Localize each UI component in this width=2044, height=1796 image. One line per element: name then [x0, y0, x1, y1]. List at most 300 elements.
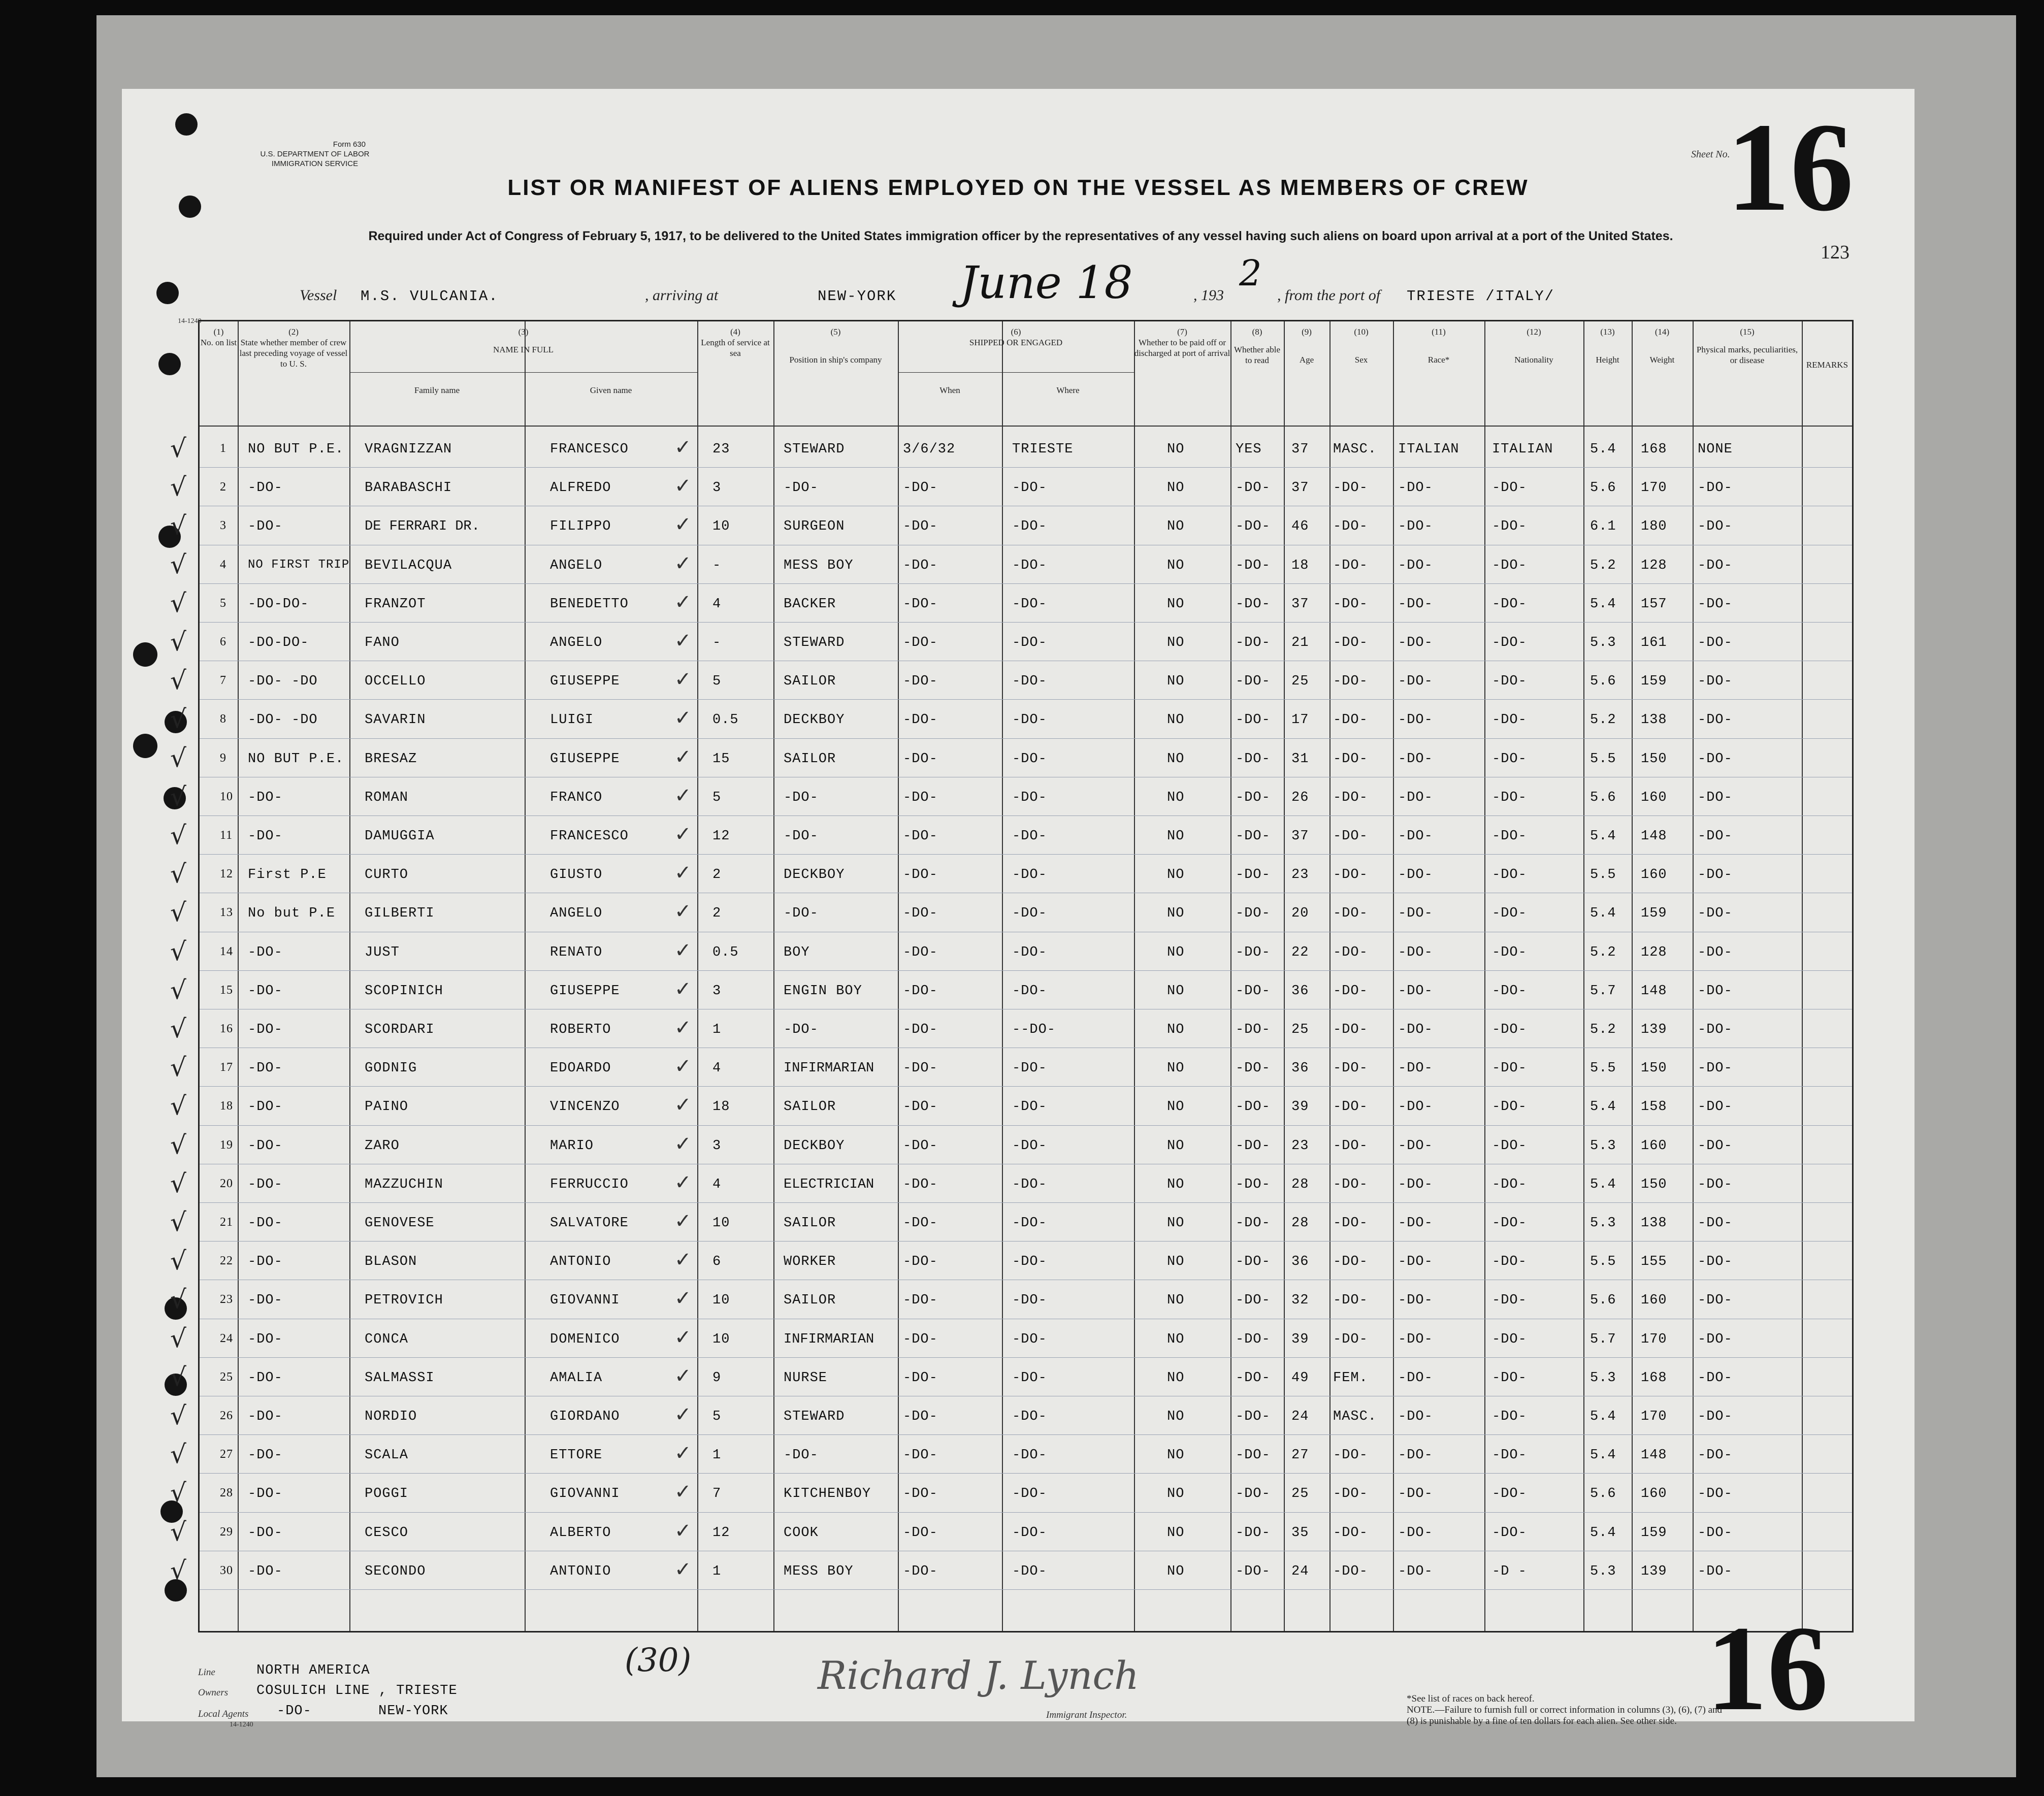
- cell-nat: ITALIAN: [1492, 442, 1553, 457]
- cell-service: 4: [712, 1177, 722, 1192]
- cell-given: ANTONIO: [550, 1254, 611, 1270]
- cell-no: 16: [220, 1022, 233, 1035]
- cell-nat: -DO-: [1492, 751, 1527, 767]
- cell-prev: NO BUT P.E.: [248, 751, 344, 767]
- row-rule: [200, 1357, 1852, 1358]
- cell-paid: NO: [1167, 1563, 1185, 1579]
- cell-paid: NO: [1167, 1061, 1185, 1076]
- cell-prev: -DO-: [248, 829, 283, 844]
- cell-position: NURSE: [784, 1370, 828, 1386]
- cell-given: DOMENICO: [550, 1331, 620, 1347]
- cell-height: 5.3: [1590, 635, 1616, 650]
- cell-marks: -DO-: [1698, 1216, 1733, 1231]
- checkmark-icon: √: [170, 1401, 186, 1430]
- cell-weight: 139: [1641, 1563, 1667, 1579]
- cell-sex: -DO-: [1333, 1254, 1368, 1270]
- cell-prev: -DO- -DO: [248, 674, 318, 690]
- cell-where: --DO-: [1012, 1022, 1056, 1037]
- cell-family: GILBERTI: [365, 906, 435, 922]
- cell-given: ANGELO: [550, 635, 603, 650]
- cell-marks: -DO-: [1698, 596, 1733, 612]
- cell-position: -DO-: [784, 906, 819, 922]
- cell-read: -DO-: [1236, 674, 1271, 690]
- cell-height: 5.7: [1590, 1331, 1616, 1347]
- cell-prev: -DO-: [248, 983, 283, 999]
- cell-position: BACKER: [784, 596, 836, 612]
- cell-race: -DO-: [1398, 674, 1433, 690]
- header-when: When: [939, 385, 960, 395]
- cell-no: 19: [220, 1138, 233, 1152]
- cell-race: -DO-: [1398, 1370, 1433, 1386]
- cell-sex: -DO-: [1333, 1061, 1368, 1076]
- cell-family: CONCA: [365, 1331, 409, 1347]
- cell-height: 5.5: [1590, 867, 1616, 883]
- cell-sex: -DO-: [1333, 1563, 1368, 1579]
- cell-position: DECKBOY: [784, 867, 845, 883]
- cell-height: 5.4: [1590, 442, 1616, 457]
- col-number: (15): [1740, 327, 1755, 337]
- cell-height: 5.4: [1590, 1525, 1616, 1541]
- cell-age: 31: [1291, 751, 1309, 767]
- cell-service: 15: [712, 751, 730, 767]
- cell-race: -DO-: [1398, 558, 1433, 573]
- cell-height: 5.4: [1590, 1177, 1616, 1192]
- tick-mark-icon: ✓: [674, 706, 692, 730]
- cell-prev: -DO-: [248, 1370, 283, 1386]
- header-col11: [1393, 326, 1484, 365]
- cell-where: TRIESTE: [1012, 442, 1074, 457]
- cell-weight: 160: [1641, 1486, 1667, 1502]
- cell-marks: -DO-: [1698, 1138, 1733, 1154]
- cell-read: -DO-: [1236, 867, 1271, 883]
- cell-when: -DO-: [903, 829, 938, 844]
- col-label: Weight: [1649, 355, 1675, 365]
- cell-age: 26: [1291, 790, 1309, 805]
- cell-no: 20: [220, 1177, 233, 1190]
- cell-sex: -DO-: [1333, 1293, 1368, 1309]
- col-label: Race*: [1427, 355, 1450, 365]
- cell-no: 29: [220, 1525, 233, 1539]
- cell-nat: -DO-: [1492, 1138, 1527, 1154]
- cell-read: -DO-: [1236, 1177, 1271, 1192]
- cell-where: -DO-: [1012, 829, 1047, 844]
- cell-weight: 160: [1641, 790, 1667, 805]
- cell-position: SAILOR: [784, 1216, 836, 1231]
- cell-given: FRANCO: [550, 790, 603, 805]
- cell-service: 2: [712, 867, 722, 883]
- cell-age: 37: [1291, 596, 1309, 612]
- cell-marks: -DO-: [1698, 519, 1733, 535]
- cell-weight: 150: [1641, 751, 1667, 767]
- cell-given: RENATO: [550, 944, 603, 960]
- cell-height: 5.4: [1590, 1448, 1616, 1463]
- cell-race: -DO-: [1398, 983, 1433, 999]
- checkmark-icon: √: [170, 781, 186, 811]
- cell-paid: NO: [1167, 1486, 1185, 1502]
- cell-sex: -DO-: [1333, 1022, 1368, 1037]
- cell-position: INFIRMARIAN: [784, 1061, 874, 1076]
- cell-race: -DO-: [1398, 1061, 1433, 1076]
- cell-weight: 148: [1641, 983, 1667, 999]
- cell-race: -DO-: [1398, 1099, 1433, 1115]
- inspector-signature: Richard J. Lynch: [818, 1653, 1139, 1698]
- tick-mark-icon: ✓: [674, 474, 692, 498]
- cell-prev: -DO-: [248, 944, 283, 960]
- cell-nat: -DO-: [1492, 1177, 1527, 1192]
- cell-nat: -DO-: [1492, 1525, 1527, 1541]
- cell-height: 5.6: [1590, 1293, 1616, 1309]
- cell-read: -DO-: [1236, 1022, 1271, 1037]
- tick-mark-icon: ✓: [674, 590, 692, 614]
- cell-family: ROMAN: [365, 790, 409, 805]
- cell-sex: -DO-: [1333, 596, 1368, 612]
- row-rule: [200, 1512, 1852, 1513]
- cell-weight: 168: [1641, 1370, 1667, 1386]
- cell-paid: NO: [1167, 712, 1185, 728]
- cell-sex: -DO-: [1333, 1177, 1368, 1192]
- cell-when: -DO-: [903, 1216, 938, 1231]
- checkmark-icon: √: [170, 511, 186, 541]
- cell-paid: NO: [1167, 983, 1185, 999]
- page-title: LIST OR MANIFEST OF ALIENS EMPLOYED ON THE VESSEL AS MEMBERS OF CREW: [507, 175, 1529, 200]
- cell-when: 3/6/32: [903, 442, 956, 457]
- punch-hole: [133, 734, 157, 758]
- cell-prev: -DO-: [248, 1486, 283, 1502]
- cell-where: -DO-: [1012, 1216, 1047, 1231]
- cell-position: DECKBOY: [784, 1138, 845, 1154]
- cell-prev: -DO-: [248, 1331, 283, 1347]
- cell-race: -DO-: [1398, 1177, 1433, 1192]
- cell-read: -DO-: [1236, 712, 1271, 728]
- cell-weight: 158: [1641, 1099, 1667, 1115]
- cell-where: -DO-: [1012, 1138, 1047, 1154]
- cell-family: OCCELLO: [365, 674, 426, 690]
- cell-family: SCORDARI: [365, 1022, 435, 1037]
- cell-position: STEWARD: [784, 635, 845, 650]
- cell-position: STEWARD: [784, 442, 845, 457]
- cell-prev: -DO-: [248, 1563, 283, 1579]
- row-rule: [200, 854, 1852, 855]
- cell-when: -DO-: [903, 1254, 938, 1270]
- cell-prev: -DO-: [248, 1448, 283, 1463]
- cell-paid: NO: [1167, 1525, 1185, 1541]
- cell-where: -DO-: [1012, 906, 1047, 922]
- cell-given: GIORDANO: [550, 1409, 620, 1424]
- cell-age: 25: [1291, 674, 1309, 690]
- cell-height: 5.2: [1590, 558, 1616, 573]
- cell-no: 24: [220, 1331, 233, 1345]
- tick-mark-icon: ✓: [674, 1557, 692, 1581]
- cell-nat: -DO-: [1492, 1293, 1527, 1309]
- cell-weight: 160: [1641, 1138, 1667, 1154]
- cell-race: -DO-: [1398, 944, 1433, 960]
- cell-nat: -DO-: [1492, 674, 1527, 690]
- cell-where: -DO-: [1012, 1293, 1047, 1309]
- cell-sex: -DO-: [1333, 1216, 1368, 1231]
- cell-marks: -DO-: [1698, 1448, 1733, 1463]
- col-label: NAME IN FULL: [493, 345, 554, 354]
- checkmark-icon: √: [170, 1246, 186, 1276]
- col-number: (8): [1252, 327, 1262, 337]
- tick-mark-icon: ✓: [674, 1519, 692, 1543]
- cell-position: MESS BOY: [784, 1563, 854, 1579]
- cell-weight: 157: [1641, 596, 1667, 612]
- tick-mark-icon: ✓: [674, 1132, 692, 1156]
- cell-when: -DO-: [903, 790, 938, 805]
- cell-sex: -DO-: [1333, 1486, 1368, 1502]
- cell-no: 1: [220, 442, 226, 455]
- cell-service: 3: [712, 1138, 722, 1154]
- cell-paid: NO: [1167, 1409, 1185, 1424]
- cell-read: -DO-: [1236, 983, 1271, 999]
- cell-height: 5.4: [1590, 596, 1616, 612]
- cell-given: FERRUCCIO: [550, 1177, 629, 1192]
- cell-where: -DO-: [1012, 1486, 1047, 1502]
- cell-where: -DO-: [1012, 751, 1047, 767]
- cell-prev: No but P.E: [248, 906, 336, 922]
- cell-prev: -DO-: [248, 1254, 283, 1270]
- cell-marks: -DO-: [1698, 635, 1733, 650]
- tick-mark-icon: ✓: [674, 783, 692, 807]
- cell-race: -DO-: [1398, 712, 1433, 728]
- row-rule: [200, 1125, 1852, 1126]
- cell-service: 5: [712, 790, 722, 805]
- cell-marks: -DO-: [1698, 867, 1733, 883]
- cell-no: 5: [220, 596, 226, 610]
- cell-age: 37: [1291, 829, 1309, 844]
- cell-position: COOK: [784, 1525, 819, 1541]
- tick-mark-icon: ✓: [674, 1016, 692, 1039]
- year-suffix: 2: [1239, 252, 1262, 294]
- tick-mark-icon: ✓: [674, 1442, 692, 1465]
- year-prefix: , 193: [1193, 287, 1224, 304]
- checkmark-icon: √: [170, 743, 186, 773]
- cell-service: 1: [712, 1563, 722, 1579]
- header-given-name: Given name: [590, 385, 632, 395]
- cell-family: POGGI: [365, 1486, 409, 1502]
- cell-marks: -DO-: [1698, 1061, 1733, 1076]
- cell-paid: NO: [1167, 1138, 1185, 1154]
- cell-family: DE FERRARI DR.: [365, 519, 480, 535]
- code-top: 14-1240: [178, 317, 202, 325]
- row-rule: [200, 1473, 1852, 1474]
- col-number: (1): [213, 327, 224, 337]
- tick-mark-icon: ✓: [674, 861, 692, 885]
- cell-age: 20: [1291, 906, 1309, 922]
- cell-height: 5.4: [1590, 829, 1616, 844]
- cell-sex: MASC.: [1333, 442, 1377, 457]
- cell-service: -: [712, 635, 722, 650]
- line-label: Line: [198, 1667, 215, 1678]
- cell-read: -DO-: [1236, 1254, 1271, 1270]
- cell-position: MESS BOY: [784, 558, 854, 573]
- tick-mark-icon: ✓: [674, 900, 692, 924]
- cell-read: -DO-: [1236, 1525, 1271, 1541]
- cell-service: 4: [712, 1061, 722, 1076]
- cell-family: FRANZOT: [365, 596, 426, 612]
- cell-sex: -DO-: [1333, 829, 1368, 844]
- cell-service: 0.5: [712, 944, 739, 960]
- cell-where: -DO-: [1012, 674, 1047, 690]
- cell-read: -DO-: [1236, 1563, 1271, 1579]
- cell-read: -DO-: [1236, 1409, 1271, 1424]
- cell-nat: -DO-: [1492, 790, 1527, 805]
- cell-position: STEWARD: [784, 1409, 845, 1424]
- cell-where: -DO-: [1012, 558, 1047, 573]
- checkmark-icon: √: [170, 936, 186, 966]
- cell-position: KITCHENBOY: [784, 1486, 871, 1502]
- cell-nat: -DO-: [1492, 712, 1527, 728]
- cell-no: 26: [220, 1409, 233, 1422]
- cell-service: 10: [712, 1293, 730, 1309]
- col-label: Whether able to read: [1234, 345, 1281, 365]
- cell-prev: -DO-: [248, 1099, 283, 1115]
- cell-sex: -DO-: [1333, 1138, 1368, 1154]
- cell-given: GIUSEPPE: [550, 983, 620, 999]
- col-number: (6): [1011, 327, 1021, 337]
- cell-given: FILIPPO: [550, 519, 611, 535]
- cell-no: 4: [220, 558, 226, 571]
- cell-nat: -DO-: [1492, 558, 1527, 573]
- cell-marks: -DO-: [1698, 1022, 1733, 1037]
- arriving-label: , arriving at: [645, 287, 719, 304]
- col-label: No. on list: [200, 338, 237, 347]
- cell-position: DECKBOY: [784, 712, 845, 728]
- cell-service: -: [712, 558, 722, 573]
- cell-position: -DO-: [784, 829, 819, 844]
- cell-paid: NO: [1167, 867, 1185, 883]
- cell-race: -DO-: [1398, 596, 1433, 612]
- cell-service: 2: [712, 906, 722, 922]
- cell-weight: 128: [1641, 944, 1667, 960]
- cell-weight: 170: [1641, 480, 1667, 496]
- cell-prev: -DO-: [248, 1061, 283, 1076]
- cell-sex: -DO-: [1333, 480, 1368, 496]
- cell-marks: -DO-: [1698, 1409, 1733, 1424]
- header-col1: [200, 326, 238, 348]
- cell-marks: -DO-: [1698, 480, 1733, 496]
- footer-code: 14-1240: [230, 1721, 253, 1728]
- cell-where: -DO-: [1012, 944, 1047, 960]
- header-col4: [697, 326, 773, 358]
- cell-marks: -DO-: [1698, 906, 1733, 922]
- cell-paid: NO: [1167, 1254, 1185, 1270]
- cell-marks: -DO-: [1698, 558, 1733, 573]
- cell-no: 17: [220, 1061, 233, 1074]
- cell-race: -DO-: [1398, 1293, 1433, 1309]
- cell-service: 7: [712, 1486, 722, 1502]
- cell-paid: NO: [1167, 674, 1185, 690]
- inspector-label: Immigrant Inspector.: [1046, 1710, 1127, 1720]
- cell-race: -DO-: [1398, 790, 1433, 805]
- cell-age: 18: [1291, 558, 1309, 573]
- tick-mark-icon: ✓: [674, 1325, 692, 1349]
- cell-service: 3: [712, 983, 722, 999]
- cell-paid: NO: [1167, 944, 1185, 960]
- cell-age: 39: [1291, 1331, 1309, 1347]
- checkmark-icon: √: [170, 898, 186, 928]
- cell-age: 39: [1291, 1099, 1309, 1115]
- cell-no: 8: [220, 712, 226, 726]
- checkmark-icon: √: [170, 1517, 186, 1547]
- cell-height: 5.4: [1590, 906, 1616, 922]
- cell-sex: -DO-: [1333, 519, 1368, 535]
- tick-mark-icon: ✓: [674, 629, 692, 652]
- checkmark-icon: √: [170, 1168, 186, 1198]
- checkmark-icon: √: [170, 434, 186, 463]
- cell-given: BENEDETTO: [550, 596, 629, 612]
- cell-position: WORKER: [784, 1254, 836, 1270]
- cell-no: 10: [220, 790, 233, 803]
- cell-family: BEVILACQUA: [365, 558, 452, 573]
- cell-family: SAVARIN: [365, 712, 426, 728]
- cell-where: -DO-: [1012, 635, 1047, 650]
- cell-height: 5.5: [1590, 751, 1616, 767]
- cell-service: 1: [712, 1448, 722, 1463]
- cell-nat: -DO-: [1492, 1486, 1527, 1502]
- cell-read: -DO-: [1236, 751, 1271, 767]
- cell-marks: -DO-: [1698, 1099, 1733, 1115]
- cell-read: YES: [1236, 442, 1262, 457]
- col-label: SHIPPED OR ENGAGED: [969, 338, 1063, 347]
- cell-height: 6.1: [1590, 519, 1616, 535]
- cell-age: 23: [1291, 1138, 1309, 1154]
- col-number: (2): [288, 327, 299, 337]
- from-port: TRIESTE /ITALY/: [1407, 288, 1555, 305]
- cell-when: -DO-: [903, 1138, 938, 1154]
- cell-prev: -DO-: [248, 1177, 283, 1192]
- cell-paid: NO: [1167, 480, 1185, 496]
- cell-no: 30: [220, 1563, 233, 1577]
- cell-marks: -DO-: [1698, 712, 1733, 728]
- cell-sex: -DO-: [1333, 944, 1368, 960]
- cell-nat: -DO-: [1492, 1409, 1527, 1424]
- header-col8: [1230, 326, 1284, 366]
- punch-hole: [156, 282, 179, 304]
- checkmark-icon: √: [170, 859, 186, 889]
- cell-sex: -DO-: [1333, 674, 1368, 690]
- checkmark-icon: √: [170, 1053, 186, 1083]
- cell-race: -DO-: [1398, 1022, 1433, 1037]
- cell-race: -DO-: [1398, 751, 1433, 767]
- cell-position: ENGIN BOY: [784, 983, 862, 999]
- cell-marks: -DO-: [1698, 1331, 1733, 1347]
- cell-age: 36: [1291, 1254, 1309, 1270]
- cell-prev: -DO-: [248, 1293, 283, 1309]
- punch-hole: [175, 113, 198, 136]
- cell-paid: NO: [1167, 751, 1185, 767]
- cell-weight: 148: [1641, 1448, 1667, 1463]
- cell-where: -DO-: [1012, 1254, 1047, 1270]
- cell-given: GIUSEPPE: [550, 751, 620, 767]
- col-number: (7): [1177, 327, 1187, 337]
- cell-family: BLASON: [365, 1254, 417, 1270]
- cell-service: 3: [712, 480, 722, 496]
- cell-where: -DO-: [1012, 1370, 1047, 1386]
- checkmark-icon: √: [170, 666, 186, 696]
- tick-mark-icon: ✓: [674, 977, 692, 1001]
- cell-read: -DO-: [1236, 480, 1271, 496]
- cell-paid: NO: [1167, 1177, 1185, 1192]
- cell-family: VRAGNIZZAN: [365, 442, 452, 457]
- cell-height: 5.5: [1590, 1061, 1616, 1076]
- cell-sex: -DO-: [1333, 983, 1368, 999]
- header-col14: [1632, 326, 1693, 365]
- cell-height: 5.5: [1590, 1254, 1616, 1270]
- cell-height: 5.2: [1590, 712, 1616, 728]
- cell-nat: -DO-: [1492, 635, 1527, 650]
- cell-age: 46: [1291, 519, 1309, 535]
